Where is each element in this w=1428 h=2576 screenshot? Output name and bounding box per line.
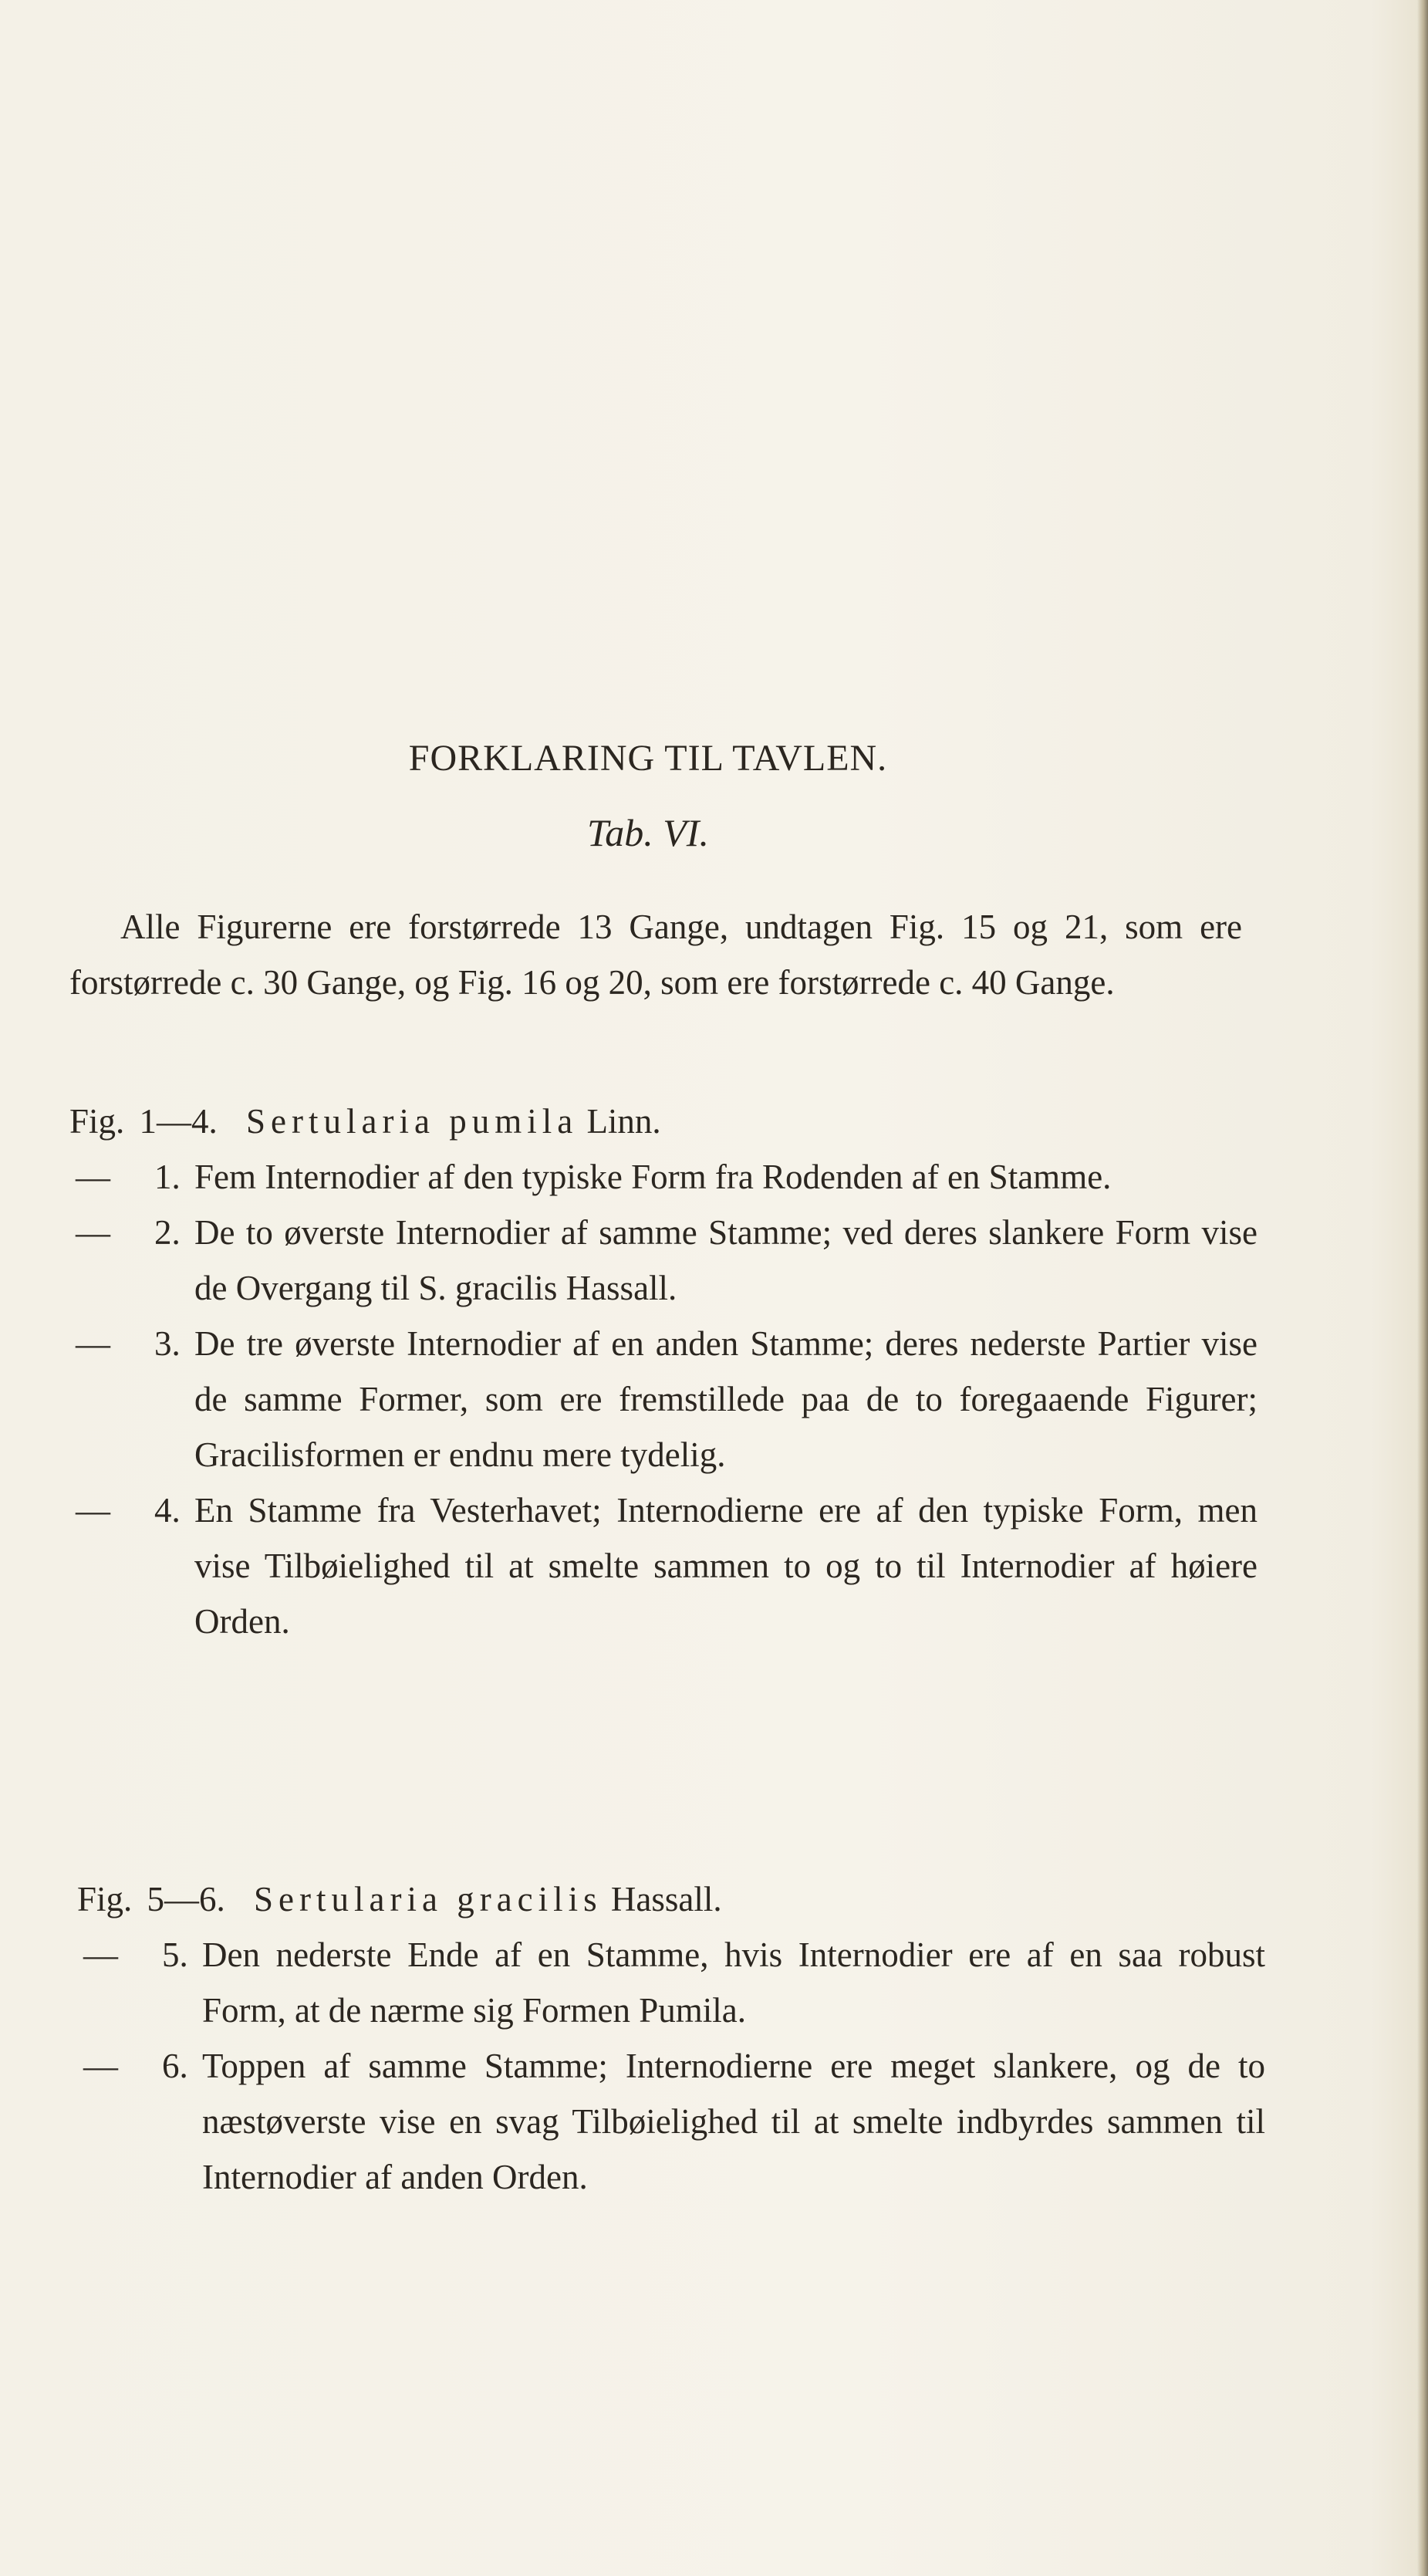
entry-text: Den nederste Ende af en Stamme, hvis Internodier ere af en saa robust Form, at de nærme sig Formen Pumila. [202,1935,1265,2030]
figure-entry [69,1316,1258,1482]
species-author: Hassall. [610,1880,722,1918]
entry-number: 5. [162,1935,188,1974]
entry-dash: — [76,1491,110,1530]
entry-number: 3. [154,1324,181,1363]
figure-section-2 [77,1871,1265,2205]
species-name: Sertularia pumila [246,1102,579,1141]
fig-range: 5—6. [147,1880,225,1918]
page-edge-shadow [1417,0,1428,2576]
figure-entry [69,1149,1258,1205]
intro-paragraph: Alle Figurerne ere forstørrede 13 Gange, undtagen Fig. 15 og 21, som ere forstørrede c. 30 Gange, og Fig. 16 og 20, som ere forstørrede c. 40 Gange. [69,908,1242,1002]
figure-entry [69,1205,1258,1316]
figure-heading [69,1094,1258,1149]
figure-entry [69,1482,1258,1649]
entry-dash: — [83,1935,118,1974]
entry-text: De to øverste Internodier af samme Stamme; ved deres slankere Form vise de Overgang til S. gracilis Hassall. [194,1213,1258,1307]
species-author: Linn. [586,1102,661,1141]
entry-dash: — [76,1324,110,1363]
fig-range: 1—4. [139,1102,218,1141]
entry-number: 1. [154,1158,181,1196]
entry-text: En Stamme fra Vesterhavet; Internodierne ere af den typiske Form, men vise Tilbøielighed til at smelte sammen to og to til Internodier af høiere Orden. [194,1491,1258,1641]
plate-title: Tab. VI. [587,811,709,854]
figure-heading [77,1871,1265,1927]
entry-number: 2. [154,1213,181,1252]
entry-number: 4. [154,1491,181,1530]
figure-entry [77,2038,1265,2205]
fig-label: Fig. [69,1102,125,1141]
entry-number: 6. [162,2047,188,2085]
page-heading: FORKLARING TIL TAVLEN. [408,738,888,779]
entry-text: De tre øverste Internodier af en anden Stamme; deres nederste Partier vise de samme Former, som ere fremstillede paa de to foregaaende Figurer; Gracilisformen er endnu mere tydelig. [194,1324,1258,1474]
entry-text: Fem Internodier af den typiske Form fra Rodenden af en Stamme. [194,1158,1112,1196]
fig-label: Fig. [77,1880,133,1918]
figure-entry [77,1927,1265,2038]
entry-dash: — [76,1158,110,1196]
entry-text: Toppen af samme Stamme; Internodierne ere meget slankere, og de to næstøverste vise en svag Tilbøielighed til at smelte indbyrdes sammen til Internodier af anden Orden. [202,2047,1265,2196]
entry-dash: — [76,1213,110,1252]
figure-section-1 [69,1094,1258,1649]
species-name: Sertularia gracilis [254,1880,603,1918]
entry-dash: — [83,2047,118,2085]
